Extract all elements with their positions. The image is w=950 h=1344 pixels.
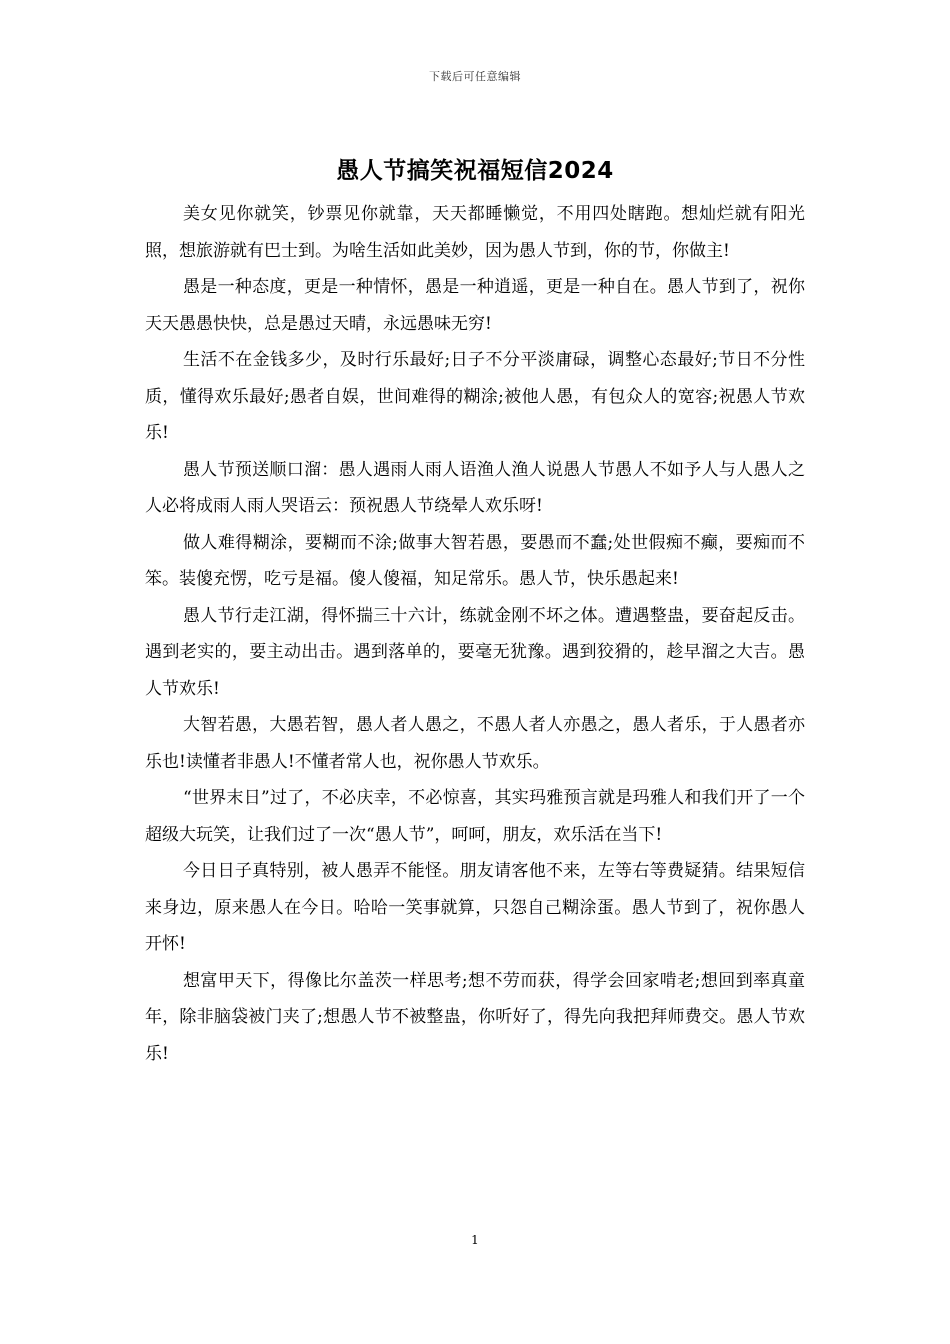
paragraph: 今日日子真特别，被人愚弄不能怪。朋友请客他不来，左等右等费疑猜。结果短信来身边，原来愚人在今日。哈哈一笑事就算，只怨自己糊涂蛋。愚人节到了，祝你愚人开怀! bbox=[145, 861, 805, 954]
page-header: 下载后可任意编辑 bbox=[429, 70, 521, 83]
paragraph: 愚人节行走江湖，得怀揣三十六计，练就金刚不坏之体。遭遇整蛊，要奋起反击。遇到老实的，要主动出击。遇到落单的，要毫无犹豫。遇到狡猾的，趁早溜之大吉。愚人节欢乐! bbox=[145, 605, 805, 699]
paragraph: “世界末日”过了，不必庆幸，不必惊喜，其实玛雅预言就是玛雅人和我们开了一个超级大玩笑，让我们过了一次“愚人节”，呵呵，朋友，欢乐活在当下! bbox=[145, 788, 805, 845]
paragraph: 想富甲天下，得像比尔盖茨一样思考;想不劳而获，得学会回家啃老;想回到率真童年，除非脑袋被门夹了;想愚人节不被整蛊，你听好了，得先向我把拜师费交。愚人节欢乐! bbox=[145, 970, 805, 1064]
document-title: 愚人节搞笑祝福短信2024 bbox=[336, 158, 614, 184]
paragraph: 愚是一种态度，更是一种情怀，愚是一种逍遥，更是一种自在。愚人节到了，祝你天天愚愚快快，总是愚过天晴，永远愚味无穷! bbox=[145, 277, 805, 334]
document-body bbox=[145, 196, 805, 1072]
paragraph: 生活不在金钱多少，及时行乐最好;日子不分平淡庸碌，调整心态最好;节日不分性质，懂得欢乐最好;愚者自娱，世间难得的糊涂;被他人愚，有包众人的宽容;祝愚人节欢乐! bbox=[145, 350, 805, 443]
paragraph: 做人难得糊涂，要糊而不涂;做事大智若愚，要愚而不蠢;处世假痴不癫，要痴而不笨。装傻充愣，吃亏是福。傻人傻福，知足常乐。愚人节，快乐愚起来! bbox=[145, 532, 805, 589]
paragraph: 愚人节预送顺口溜：愚人遇雨人雨人语渔人渔人说愚人节愚人不如予人与人愚人之人必将成雨人雨人哭语云：预祝愚人节绕晕人欢乐呀! bbox=[145, 459, 805, 516]
paragraph: 美女见你就笑，钞票见你就靠，天天都睡懒觉，不用四处瞎跑。想灿烂就有阳光照，想旅游就有巴士到。为啥生活如此美妙，因为愚人节到，你的节，你做主! bbox=[145, 204, 805, 261]
paragraph: 大智若愚，大愚若智，愚人者人愚之，不愚人者人亦愚之，愚人者乐，于人愚者亦乐也!读懂者非愚人!不懂者常人也，祝你愚人节欢乐。 bbox=[145, 715, 805, 772]
page-number: 1 bbox=[471, 1233, 479, 1247]
